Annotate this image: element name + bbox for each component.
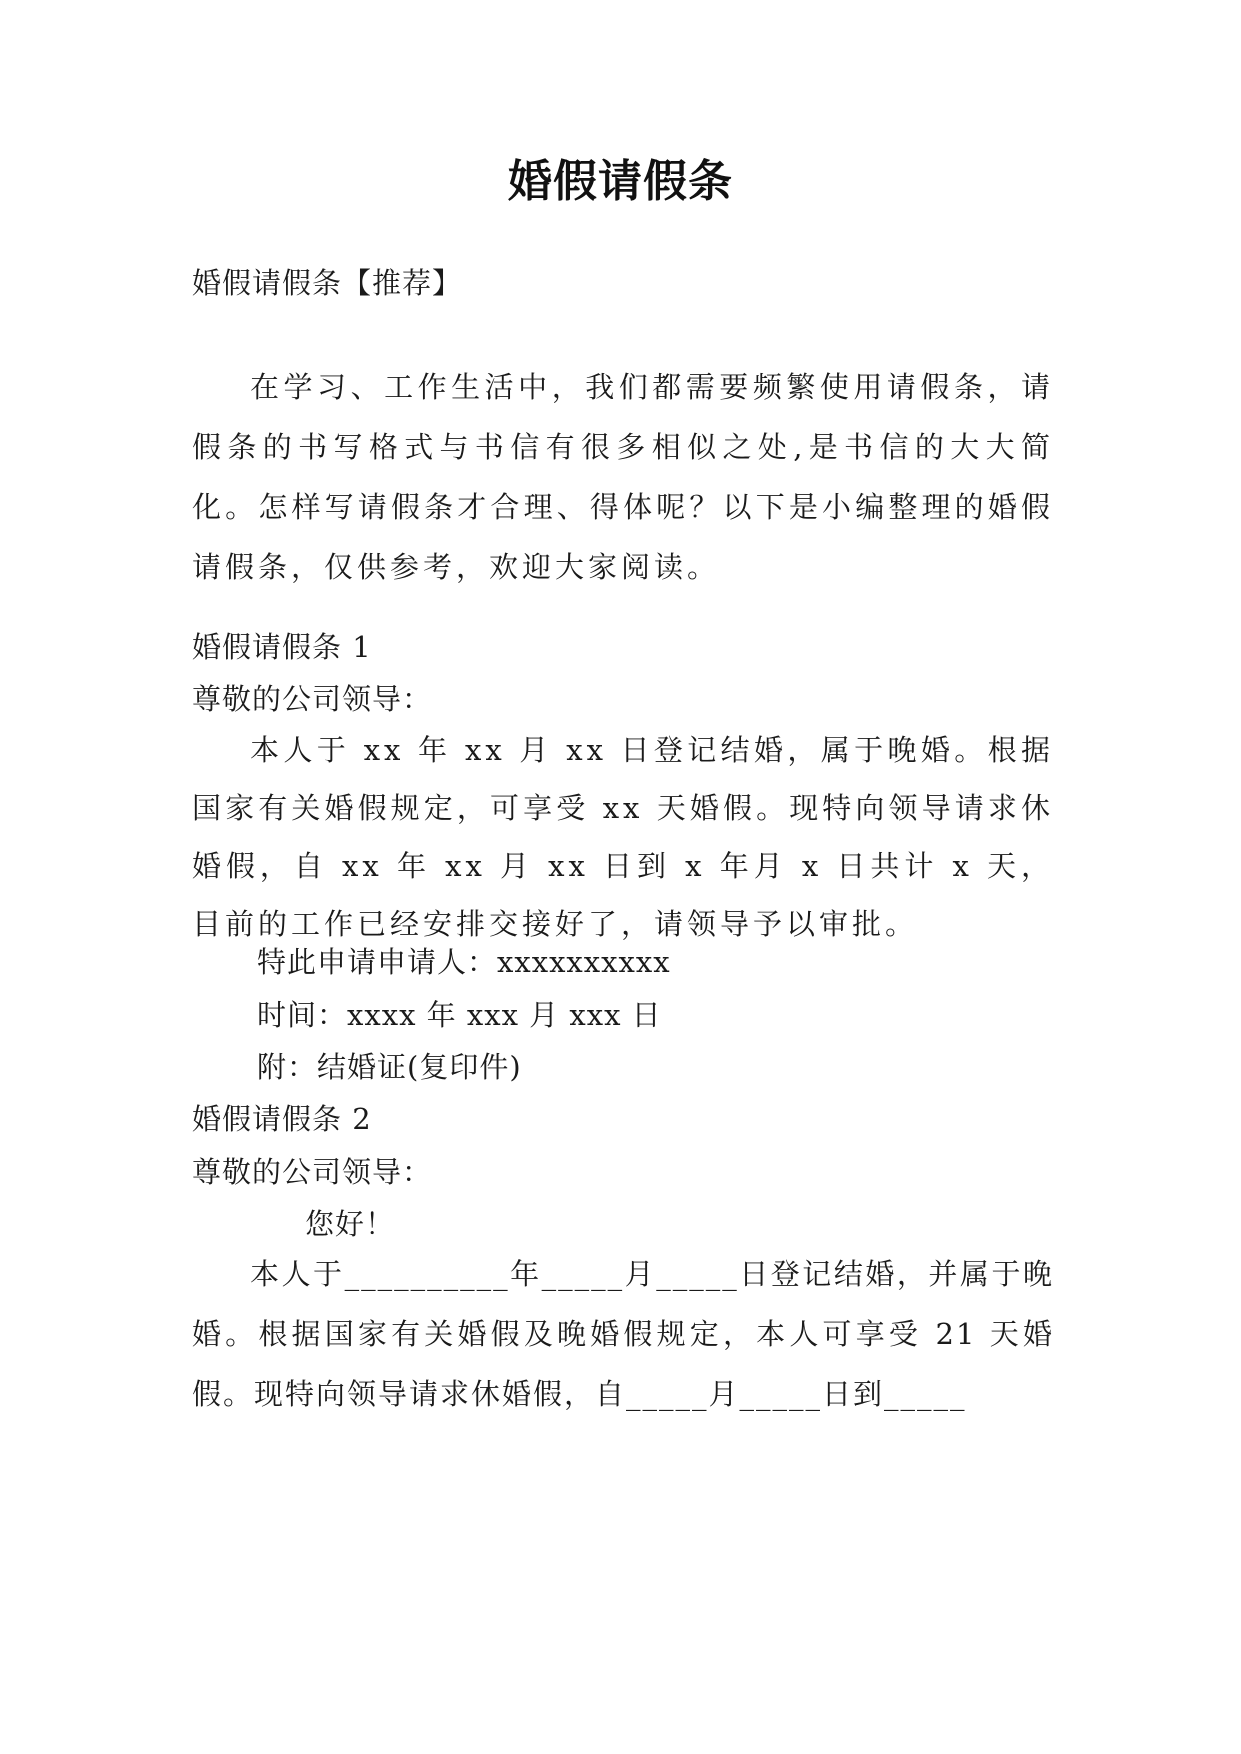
section1-date: 时间：xxxx 年 xxx 月 xxx 日 [257, 998, 662, 1032]
section1-applicant: 特此申请申请人：xxxxxxxxxx [257, 945, 671, 979]
document-title: 婚假请假条 [508, 156, 733, 207]
document-subtitle: 婚假请假条【推荐】 [192, 266, 463, 300]
section1-salutation: 尊敬的公司领导： [192, 682, 433, 716]
intro-paragraph: 在学习、工作生活中，我们都需要频繁使用请假条，请假条的书写格式与书信有很多相似之处,是书信的大大简化。怎样写请假条才合理、得体呢？以下是小编整理的婚假请假条，仅供参考，欢迎大家阅读。 [192, 370, 1054, 584]
section2-heading: 婚假请假条 2 [192, 1102, 372, 1136]
section2-greeting: 您好！ [305, 1207, 396, 1241]
section1-body: 本人于 xx 年 xx 月 xx 日登记结婚，属于晚婚。根据国家有关婚假规定，可享受 xx 天婚假。现特向领导请求休婚假，自 xx 年 xx 月 xx 日到 x 年月 x 日共计 x 天，目前的工作已经安排交接好了，请领导予以审批。 [192, 733, 1054, 941]
section1-attachment: 附：结婚证(复印件) [257, 1050, 522, 1084]
section2-salutation: 尊敬的公司领导： [192, 1155, 433, 1189]
section2-body: 本人于__________年_____月_____日登记结婚，并属于晚婚。根据国家有关婚假及晚婚假规定，本人可享受 21 天婚假。现特向领导请求休婚假，自_____月_____日到_____ [192, 1257, 1054, 1411]
section1-heading: 婚假请假条 1 [192, 630, 372, 664]
